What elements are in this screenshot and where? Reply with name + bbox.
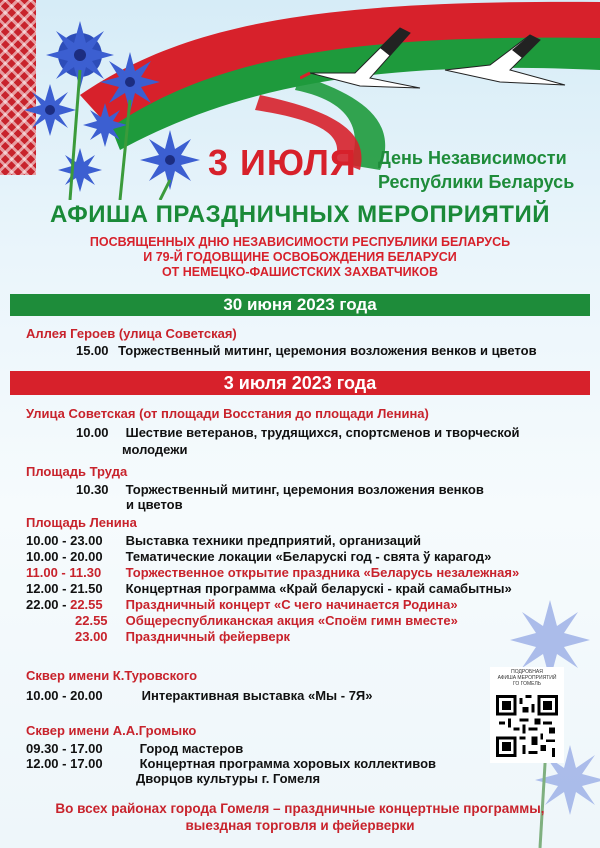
event-text: Выставка техники предприятий, организаций: [125, 533, 421, 548]
venue-sovetskaya: Улица Советская (от площади Восстания до площади Ленина): [26, 406, 429, 421]
holiday-line-1: День Независимости: [378, 148, 567, 168]
qr-caption-line: ПОДРОБНАЯ: [511, 669, 543, 675]
footer-line: Во всех районах города Гомеля – праздничные концертные программы,: [55, 801, 545, 816]
event-line: [26, 597, 458, 613]
qr-code[interactable]: [490, 667, 564, 763]
venue-alley-heroes: Аллея Героев (улица Советская): [26, 326, 237, 341]
event-text: Торжественный митинг, церемония возложения венков и цветов: [118, 343, 537, 358]
event-time: 10.00 - 23.00: [26, 533, 103, 548]
event-time-end: 22.55: [70, 597, 103, 612]
event-text: Интерактивная выставка «Мы - 7Я»: [141, 688, 373, 703]
subtitle-line: И 79-Й ГОДОВЩИНЕ ОСВОБОЖДЕНИЯ БЕЛАРУСИ: [143, 250, 457, 264]
event-text: Концертная программа «Край беларускі - край самабытны»: [125, 581, 512, 596]
footer-note: [0, 800, 600, 834]
event-line: [26, 688, 373, 704]
event-text: Торжественный митинг, церемония возложения венков: [125, 482, 484, 497]
event-text: Торжественное открытие праздника «Беларусь незалежная»: [125, 565, 520, 580]
event-line: [76, 482, 484, 498]
qr-caption-line: АФИША МЕРОПРИЯТИЙ: [497, 675, 557, 681]
subtitle: [0, 235, 600, 280]
event-line: [26, 741, 243, 757]
event-text-cont: и цветов: [126, 497, 183, 512]
event-line: [26, 581, 512, 597]
event-time: 23.00: [75, 629, 108, 644]
event-time: 10.00 - 20.00: [26, 549, 103, 564]
event-time: 09.30 - 17.00: [26, 741, 103, 756]
event-line-highlight: [26, 565, 519, 581]
event-text: Шествие ветеранов, трудящихся, спортсменов и творческой: [125, 425, 520, 440]
event-text: Праздничный концерт «С чего начинается Родина»: [125, 597, 458, 612]
event-text: Тематические локации «Беларускі год - свята ў карагод»: [125, 549, 492, 564]
event-time: 10.30: [76, 482, 109, 497]
page-title: АФИША ПРАЗДНИЧНЫХ МЕРОПРИЯТИЙ: [50, 201, 550, 228]
event-time: 22.55: [75, 613, 108, 628]
cornflower-cluster-icon: [10, 10, 210, 200]
venue-skver-turovskogo: Сквер имени К.Туровского: [26, 668, 198, 683]
event-time: 11.00 - 11.30: [26, 565, 102, 580]
stork-left-icon: [300, 18, 430, 108]
event-line-highlight: [75, 629, 290, 645]
venue-ploshchad-truda: Площадь Труда: [26, 464, 128, 479]
event-line-highlight: [75, 613, 458, 629]
event-line: [26, 533, 421, 549]
event-time-start: 22.00 -: [26, 597, 71, 612]
venue-skver-gromyko: Сквер имени А.А.Громыко: [26, 723, 197, 738]
event-line: [76, 343, 537, 359]
day1-heading-band: 30 июня 2023 года: [10, 294, 590, 316]
qr-caption-line: ГО ГОМЕЛЬ: [512, 681, 542, 687]
day2-heading-band: 3 июля 2023 года: [10, 371, 590, 395]
event-time: 12.00 - 21.50: [26, 581, 103, 596]
stork-right-icon: [440, 30, 570, 100]
event-text-cont: молодежи: [122, 442, 188, 457]
event-line: [26, 549, 491, 565]
date-heading: 3 ИЮЛЯ: [208, 142, 357, 183]
event-line: [76, 425, 520, 441]
event-text: Праздничный фейерверк: [125, 629, 291, 644]
holiday-line-2: Республики Беларусь: [378, 172, 575, 192]
event-time: 10.00: [76, 425, 109, 440]
event-time: 12.00 - 17.00: [26, 756, 103, 771]
venue-ploshchad-lenina: Площадь Ленина: [26, 515, 137, 530]
holiday-name: [378, 146, 574, 194]
event-text: Концертная программа хоровых коллективов: [139, 756, 437, 771]
event-time: [26, 597, 122, 613]
event-text: Общереспубликанская акция «Споём гимн вместе»: [125, 613, 458, 628]
subtitle-line: ОТ НЕМЕЦКО-ФАШИСТСКИХ ЗАХВАТЧИКОВ: [161, 265, 439, 279]
qr-caption: [490, 669, 564, 687]
event-text-cont: Дворцов культуры г. Гомеля: [136, 771, 321, 786]
event-time: 15.00: [76, 343, 109, 358]
event-text: Город мастеров: [139, 741, 244, 756]
qr-code-icon: [496, 695, 558, 757]
subtitle-line: ПОСВЯЩЕННЫХ ДНЮ НЕЗАВИСИМОСТИ РЕСПУБЛИКИ БЕЛАРУСЬ: [89, 235, 511, 249]
event-line: [26, 756, 436, 772]
event-time: 10.00 - 20.00: [26, 688, 103, 703]
footer-line: выездная торговля и фейерверки: [185, 818, 415, 833]
